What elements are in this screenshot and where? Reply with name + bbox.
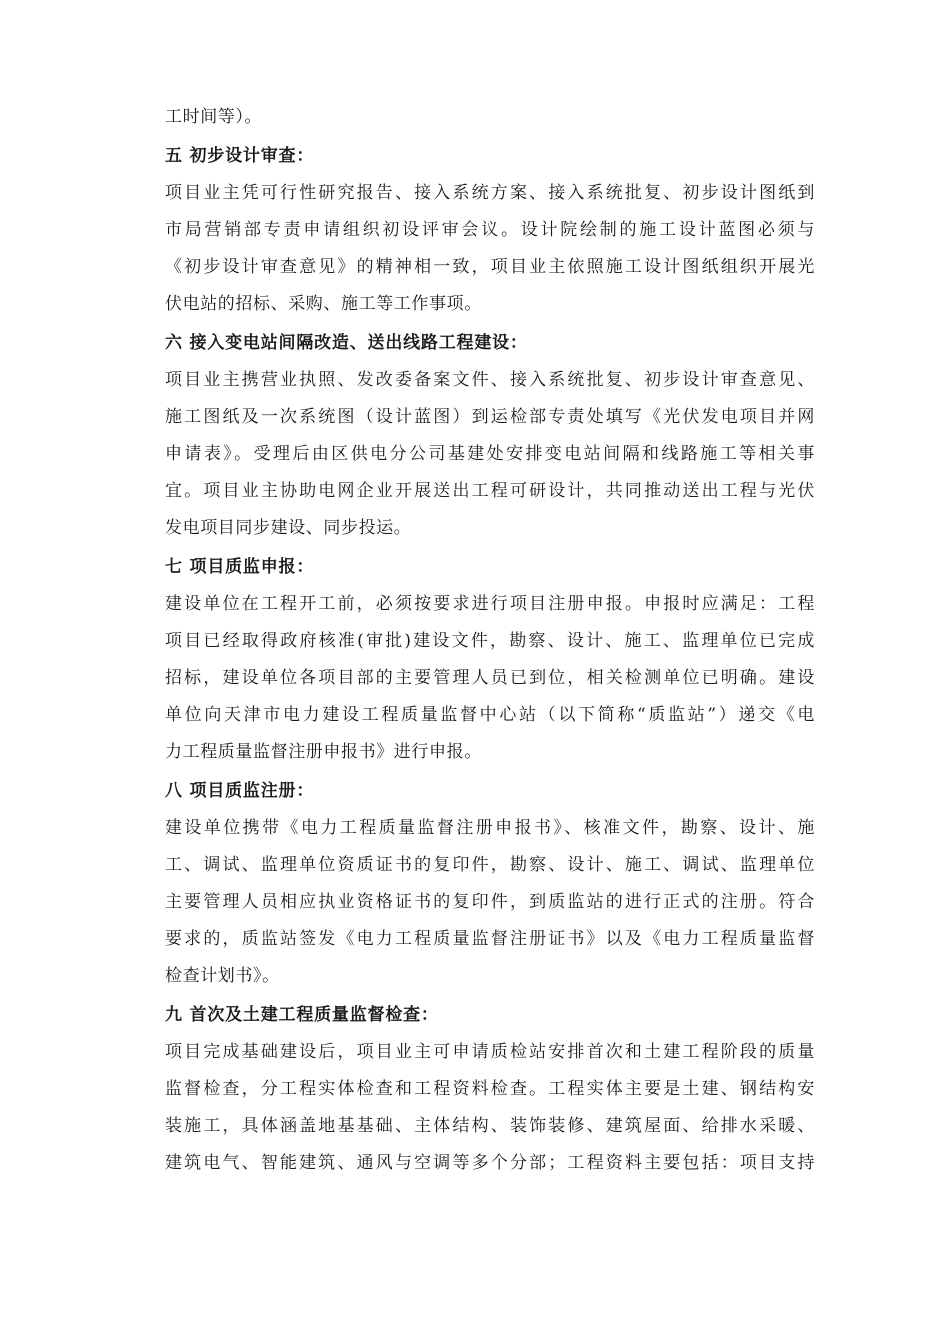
paragraph-line: 建设单位携带《电力工程质量监督注册申报书》、核准文件，勘察、设计、施	[165, 818, 815, 838]
paragraph-line: 市局营销部专责申请组织初设评审会议。设计院绘制的施工设计蓝图必须与	[165, 220, 815, 240]
section-heading-8: 八 项目质监注册：	[165, 781, 315, 801]
paragraph-line: 监督检查，分工程实体检查和工程资料检查。工程实体主要是土建、钢结构安	[165, 1079, 815, 1099]
paragraph-line: 项目业主携营业执照、发改委备案文件、接入系统批复、初步设计审查意见、	[165, 370, 815, 390]
paragraph-line: 宜。项目业主协助电网企业开展送出工程可研设计，共同推动送出工程与光伏	[165, 481, 815, 501]
paragraph-line: 申请表》。受理后由区供电分公司基建处安排变电站间隔和线路施工等相关事	[165, 444, 815, 464]
paragraph-line: 工时间等）。	[165, 107, 263, 127]
paragraph-line: 项目已经取得政府核准(审批)建设文件，勘察、设计、施工、监理单位已完成	[165, 631, 815, 651]
section-heading-7: 七 项目质监申报：	[165, 557, 315, 577]
paragraph-line: 《初步设计审查意见》的精神相一致，项目业主依照施工设计图纸组织开展光	[165, 257, 815, 277]
paragraph-line: 要求的，质监站签发《电力工程质量监督注册证书》以及《电力工程质量监督	[165, 929, 815, 949]
paragraph-line: 主要管理人员相应执业资格证书的复印件，到质监站的进行正式的注册。符合	[165, 892, 815, 912]
section-heading-5: 五 初步设计审查：	[165, 146, 315, 166]
paragraph-line: 发电项目同步建设、同步投运。	[165, 518, 412, 538]
paragraph-line: 建设单位在工程开工前，必须按要求进行项目注册申报。申报时应满足：工程	[165, 594, 815, 614]
paragraph-line: 装施工，具体涵盖地基基础、主体结构、装饰装修、建筑屋面、给排水采暖、	[165, 1116, 815, 1136]
paragraph-line: 招标，建设单位各项目部的主要管理人员已到位，相关检测单位已明确。建设	[165, 668, 815, 688]
paragraph-line: 单位向天津市电力建设工程质量监督中心站（以下简称“质监站”）递交《电	[165, 705, 815, 725]
section-heading-9: 九 首次及土建工程质量监督检查：	[165, 1005, 439, 1025]
paragraph-line: 建筑电气、智能建筑、通风与空调等多个分部；工程资料主要包括：项目支持	[165, 1153, 815, 1173]
paragraph-line: 力工程质量监督注册申报书》进行申报。	[165, 742, 482, 762]
paragraph-line: 项目完成基础建设后，项目业主可申请质检站安排首次和土建工程阶段的质量	[165, 1042, 815, 1062]
paragraph-line: 伏电站的招标、采购、施工等工作事项。	[165, 294, 482, 314]
section-heading-6: 六 接入变电站间隔改造、送出线路工程建设：	[165, 333, 528, 353]
paragraph-line: 项目业主凭可行性研究报告、接入系统方案、接入系统批复、初步设计图纸到	[165, 183, 815, 203]
paragraph-line: 施工图纸及一次系统图（设计蓝图）到运检部专责处填写《光伏发电项目并网	[165, 407, 815, 427]
paragraph-line: 检查计划书》。	[165, 966, 280, 986]
paragraph-line: 工、调试、监理单位资质证书的复印件，勘察、设计、施工、调试、监理单位	[165, 855, 815, 875]
